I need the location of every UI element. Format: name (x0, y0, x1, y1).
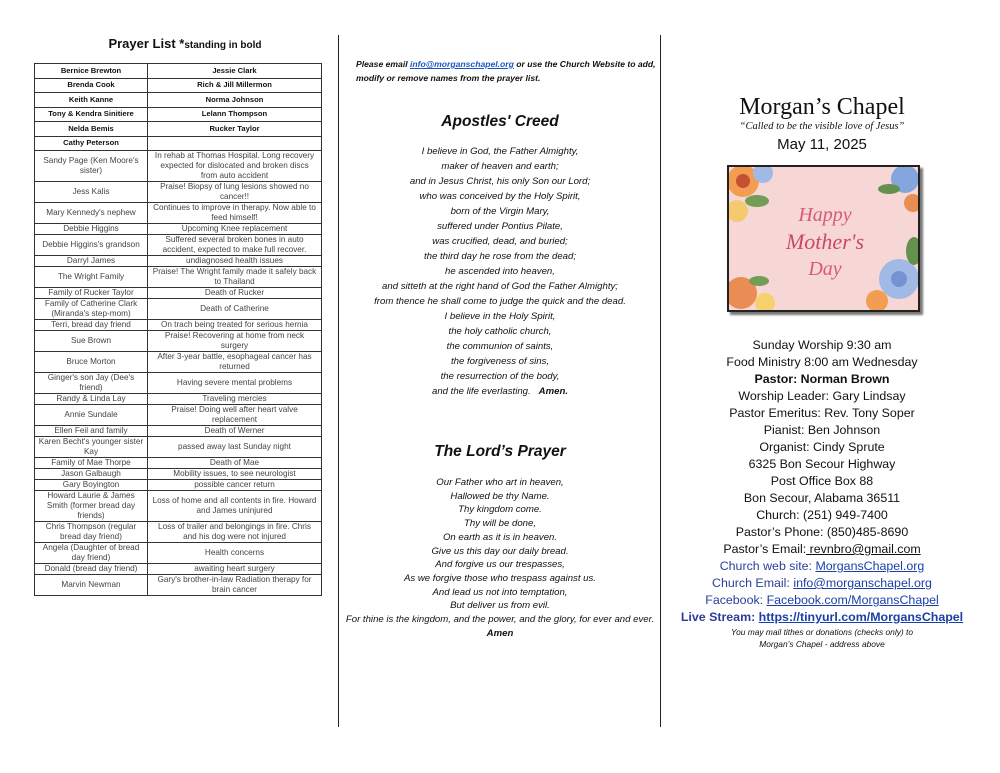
creed-line: from thence he shall come to judge the quick and the dead. (374, 296, 626, 307)
creed-line: the third day he rose from the dead; (424, 251, 576, 262)
lords-prayer-text (340, 476, 660, 640)
mothers-day-card-image (727, 165, 920, 312)
prayer-request-cell: On trach being treated for serious hernia (148, 320, 322, 331)
prayer-request-cell: Suffered several broken bones in auto accident, expected to make full recover. (148, 235, 322, 256)
prayer-list-title: Prayer List *standing in bold (108, 36, 262, 51)
prayer-request-cell: Health concerns (148, 543, 322, 564)
prayer-request-cell: Death of Werner (148, 426, 322, 437)
prayer-line: Our Father who art in heaven, (436, 477, 564, 488)
prayer-list-row (35, 469, 322, 480)
prayer-list-row (35, 437, 322, 458)
prayer-name-cell: Nelda Bemis (35, 122, 148, 137)
prayer-name-cell: Keith Kanne (35, 93, 148, 108)
prayer-line: Thy kingdom come. (458, 504, 542, 516)
creed-line: who was conceived by the Holy Spirit, (419, 191, 581, 202)
creed-line: and the life everlasting. Amen. (432, 386, 568, 397)
facebook-line: Facebook: Facebook.com/MorgansChapel (705, 593, 939, 607)
prayer-name-cell: Ginger's son Jay (Dee's friend) (35, 373, 148, 394)
worship-time: Sunday Worship 9:30 am (752, 338, 892, 352)
prayer-request-cell: Traveling mercies (148, 394, 322, 405)
divider-left (338, 35, 339, 727)
prayer-request-cell: Continues to improve in therapy. Now able to feed himself! (148, 203, 322, 224)
creed-line: the holy catholic church, (448, 326, 552, 337)
prayer-request-cell: awaiting heart surgery (148, 564, 322, 575)
prayer-request-cell: Death of Rucker (148, 288, 322, 299)
prayer-list-row (35, 235, 322, 256)
prayer-email-link[interactable]: info@morganschapel.org (410, 59, 514, 69)
creed-line: and sitteth at the right hand of God the Father Almighty; (382, 281, 618, 292)
prayer-request-cell: Death of Mae (148, 458, 322, 469)
organist: Organist: Cindy Sprute (759, 440, 885, 454)
prayer-list-row (35, 543, 322, 564)
prayer-list-row (35, 394, 322, 405)
prayer-list-row (35, 203, 322, 224)
divider-right (660, 35, 661, 727)
prayer-request-cell: Mobility issues, to see neurologist (148, 469, 322, 480)
prayer-request-cell: Praise! Doing well after heart valve replacement (148, 405, 322, 426)
prayer-name-cell: Debbie Higgins (35, 224, 148, 235)
prayer-request-cell: Death of Catherine (148, 299, 322, 320)
prayer-request-cell: Praise! The Wright family made it safely back to Thailand (148, 267, 322, 288)
prayer-list-row (35, 373, 322, 394)
prayer-list-row (35, 491, 322, 522)
pastor-phone: Pastor’s Phone: (850)485-8690 (735, 525, 909, 539)
prayer-list-row (35, 182, 322, 203)
prayer-request-cell: passed away last Sunday night (148, 437, 322, 458)
prayer-line: As we forgive those who trespass against us. (404, 572, 596, 584)
creed-line: the communion of saints, (446, 341, 554, 352)
prayer-list-row (35, 458, 322, 469)
creed-line: I believe in God, the Father Almighty, (421, 146, 579, 157)
address-po-box: Post Office Box 88 (770, 474, 874, 488)
pastor-email-line: Pastor’s Email: revnbro@gmail.com (723, 542, 921, 556)
prayer-name-cell: Chris Thompson (regular bread day friend) (35, 522, 148, 543)
church-motto: “Called to be the visible love of Jesus” (739, 121, 905, 132)
prayer-request-cell (148, 136, 322, 151)
prayer-list-standing-row (35, 64, 322, 79)
pianist: Pianist: Ben Johnson (763, 423, 881, 437)
prayer-line: Thy will be done, (464, 518, 536, 530)
prayer-request-cell: Praise! Biopsy of lung lesions showed no cancer!! (148, 182, 322, 203)
prayer-name-cell: Terri, bread day friend (35, 320, 148, 331)
creed-line: and in Jesus Christ, his only Son our Lord; (409, 176, 591, 187)
prayer-name-cell: Jess Kalis (35, 182, 148, 203)
prayer-name-cell: The Wright Family (35, 267, 148, 288)
pastor-emeritus: Pastor Emeritus: Rev. Tony Soper (729, 406, 915, 420)
creed-line: maker of heaven and earth; (441, 161, 559, 172)
creed-line: the resurrection of the body, (440, 371, 560, 382)
prayer-request-cell: possible cancer return (148, 480, 322, 491)
prayer-list-row (35, 267, 322, 288)
prayer-name-cell: Brenda Cook (35, 78, 148, 93)
prayer-request-cell: After 3-year battle, esophageal cancer has returned (148, 352, 322, 373)
prayer-request-cell: Lelann Thompson (148, 107, 322, 122)
bulletin-cover-panel (662, 0, 1000, 773)
prayer-list-row (35, 426, 322, 437)
prayer-list-row (35, 256, 322, 267)
prayer-line: On earth as it is in heaven. (442, 531, 558, 543)
card-text-mothers: Mother's (785, 229, 865, 254)
prayer-name-cell: Family of Rucker Taylor (35, 288, 148, 299)
prayer-list-panel (0, 0, 338, 773)
prayer-name-cell: Debbie Higgins's grandson (35, 235, 148, 256)
prayer-name-cell: Marvin Newman (35, 575, 148, 596)
prayer-name-cell: Angela (Daughter of bread day friend) (35, 543, 148, 564)
church-email-link[interactable]: info@morganschapel.org (793, 576, 932, 590)
prayer-request-cell: Rich & Jill Millermon (148, 78, 322, 93)
church-phone: Church: (251) 949-7400 (756, 508, 888, 522)
prayer-name-cell: Jason Galbaugh (35, 469, 148, 480)
lords-prayer-title: The Lord’s Prayer (434, 443, 566, 460)
prayer-line: Hallowed be thy Name. (450, 490, 550, 502)
prayer-name-cell: Bruce Morton (35, 352, 148, 373)
prayer-request-cell: In rehab at Thomas Hospital. Long recovery expected for dislocated and broken discs from auto accident (148, 151, 322, 182)
prayer-list-standing-row (35, 78, 322, 93)
prayer-list-row (35, 564, 322, 575)
prayer-list-row (35, 522, 322, 543)
prayer-list-row (35, 405, 322, 426)
prayer-name-cell: Family of Mae Thorpe (35, 458, 148, 469)
prayer-name-cell: Darryl James (35, 256, 148, 267)
pastor-name: Pastor: Norman Brown (754, 372, 890, 386)
prayer-name-cell: Sue Brown (35, 331, 148, 352)
prayer-list-row (35, 151, 322, 182)
livestream-line: Live Stream: https://tinyurl.com/MorgansChapel (680, 610, 964, 624)
address-city: Bon Secour, Alabama 36511 (743, 491, 901, 505)
creed-line: was crucified, dead, and buried; (432, 236, 568, 247)
card-text-happy: Happy (798, 204, 852, 226)
prayer-line: And lead us not into temptation, (432, 586, 568, 598)
prayer-name-cell: Annie Sundale (35, 405, 148, 426)
prayer-request-cell: Gary's brother-in-law Radiation therapy for brain cancer (148, 575, 322, 596)
prayer-request-cell: Having severe mental problems (148, 373, 322, 394)
prayer-line: But deliver us from evil. (450, 600, 550, 612)
creed-title: Apostles' Creed (441, 113, 559, 130)
website-link[interactable]: MorgansChapel.org (815, 559, 925, 573)
prayer-name-cell: Karen Becht's younger sister Kay (35, 437, 148, 458)
prayer-request-cell: Rucker Taylor (148, 122, 322, 137)
mail-donation-note: You may mail tithes or donations (checks only) to Morgan’s Chapel - address above (730, 627, 913, 649)
prayer-name-cell: Howard Laurie & James Smith (former bread day friends) (35, 491, 148, 522)
livestream-link[interactable]: https://tinyurl.com/MorgansChapel (758, 610, 964, 624)
prayer-list-row (35, 288, 322, 299)
prayer-list-standing-row (35, 107, 322, 122)
prayer-list-standing-row (35, 136, 322, 151)
liturgy-panel (340, 0, 660, 773)
prayer-list-row (35, 224, 322, 235)
church-info-block (662, 337, 982, 626)
creed-line: the forgiveness of sins, (450, 356, 550, 367)
prayer-amen: Amen (486, 627, 514, 639)
prayer-name-cell: Mary Kennedy's nephew (35, 203, 148, 224)
prayer-list-row (35, 352, 322, 373)
address-street: 6325 Bon Secour Highway (748, 457, 896, 471)
prayer-request-cell: Praise! Recovering at home from neck surgery (148, 331, 322, 352)
prayer-list-standing-row (35, 93, 322, 108)
prayer-list-row (35, 331, 322, 352)
prayer-list-row (35, 320, 322, 331)
prayer-list-row (35, 575, 322, 596)
creed-amen: Amen. (538, 386, 568, 397)
prayer-line: And forgive us our trespasses, (435, 559, 565, 571)
facebook-link[interactable]: Facebook.com/MorgansChapel (766, 593, 939, 607)
prayer-name-cell: Sandy Page (Ken Moore's sister) (35, 151, 148, 182)
prayer-list-table (34, 63, 322, 596)
prayer-request-cell: Loss of home and all contents in fire. Howard and James uninjured (148, 491, 322, 522)
card-text-day: Day (808, 258, 842, 280)
prayer-name-cell: Gary Boyington (35, 480, 148, 491)
prayer-list-standing-row (35, 122, 322, 137)
creed-line: he ascended into heaven, (445, 266, 555, 277)
prayer-name-cell: Donald (bread day friend) (35, 564, 148, 575)
prayer-line: For thine is the kingdom, and the power, and the glory, for ever and ever. (345, 614, 655, 626)
mothers-day-illustration (729, 167, 918, 310)
prayer-list-email-note: Please email info@morganschapel.org or use the Church Website to add, modify or remove names from the prayer list. (356, 59, 656, 83)
prayer-name-cell: Cathy Peterson (35, 136, 148, 151)
website-line: Church web site: MorgansChapel.org (719, 559, 925, 573)
prayer-line: Give us this day our daily bread. (431, 545, 569, 557)
creed-line: born of the Virgin Mary, (450, 206, 550, 217)
prayer-request-cell: Norma Johnson (148, 93, 322, 108)
church-name: Morgan’s Chapel (739, 94, 905, 120)
prayer-list-row (35, 480, 322, 491)
prayer-name-cell: Family of Catherine Clark (Miranda's step-mom) (35, 299, 148, 320)
creed-line: I believe in the Holy Spirit, (444, 311, 556, 322)
church-email-line: Church Email: info@morganschapel.org (712, 576, 932, 590)
prayer-name-cell: Bernice Brewton (35, 64, 148, 79)
prayer-name-cell: Ellen Feil and family (35, 426, 148, 437)
prayer-list-row (35, 299, 322, 320)
creed-line: suffered under Pontius Pilate, (437, 221, 563, 232)
worship-leader: Worship Leader: Gary Lindsay (738, 389, 906, 403)
prayer-name-cell: Randy & Linda Lay (35, 394, 148, 405)
prayer-request-cell: Loss of trailer and belongings in fire. Chris and his dog were not injured (148, 522, 322, 543)
prayer-name-cell: Tony & Kendra Sinitiere (35, 107, 148, 122)
food-ministry-time: Food Ministry 8:00 am Wednesday (726, 355, 918, 369)
prayer-request-cell: Jessie Clark (148, 64, 322, 79)
bulletin-date: May 11, 2025 (777, 136, 867, 153)
prayer-request-cell: Upcoming Knee replacement (148, 224, 322, 235)
creed-text (340, 144, 660, 399)
prayer-request-cell: undiagnosed health issues (148, 256, 322, 267)
pastor-email-link[interactable]: revnbro@gmail.com (806, 542, 921, 556)
